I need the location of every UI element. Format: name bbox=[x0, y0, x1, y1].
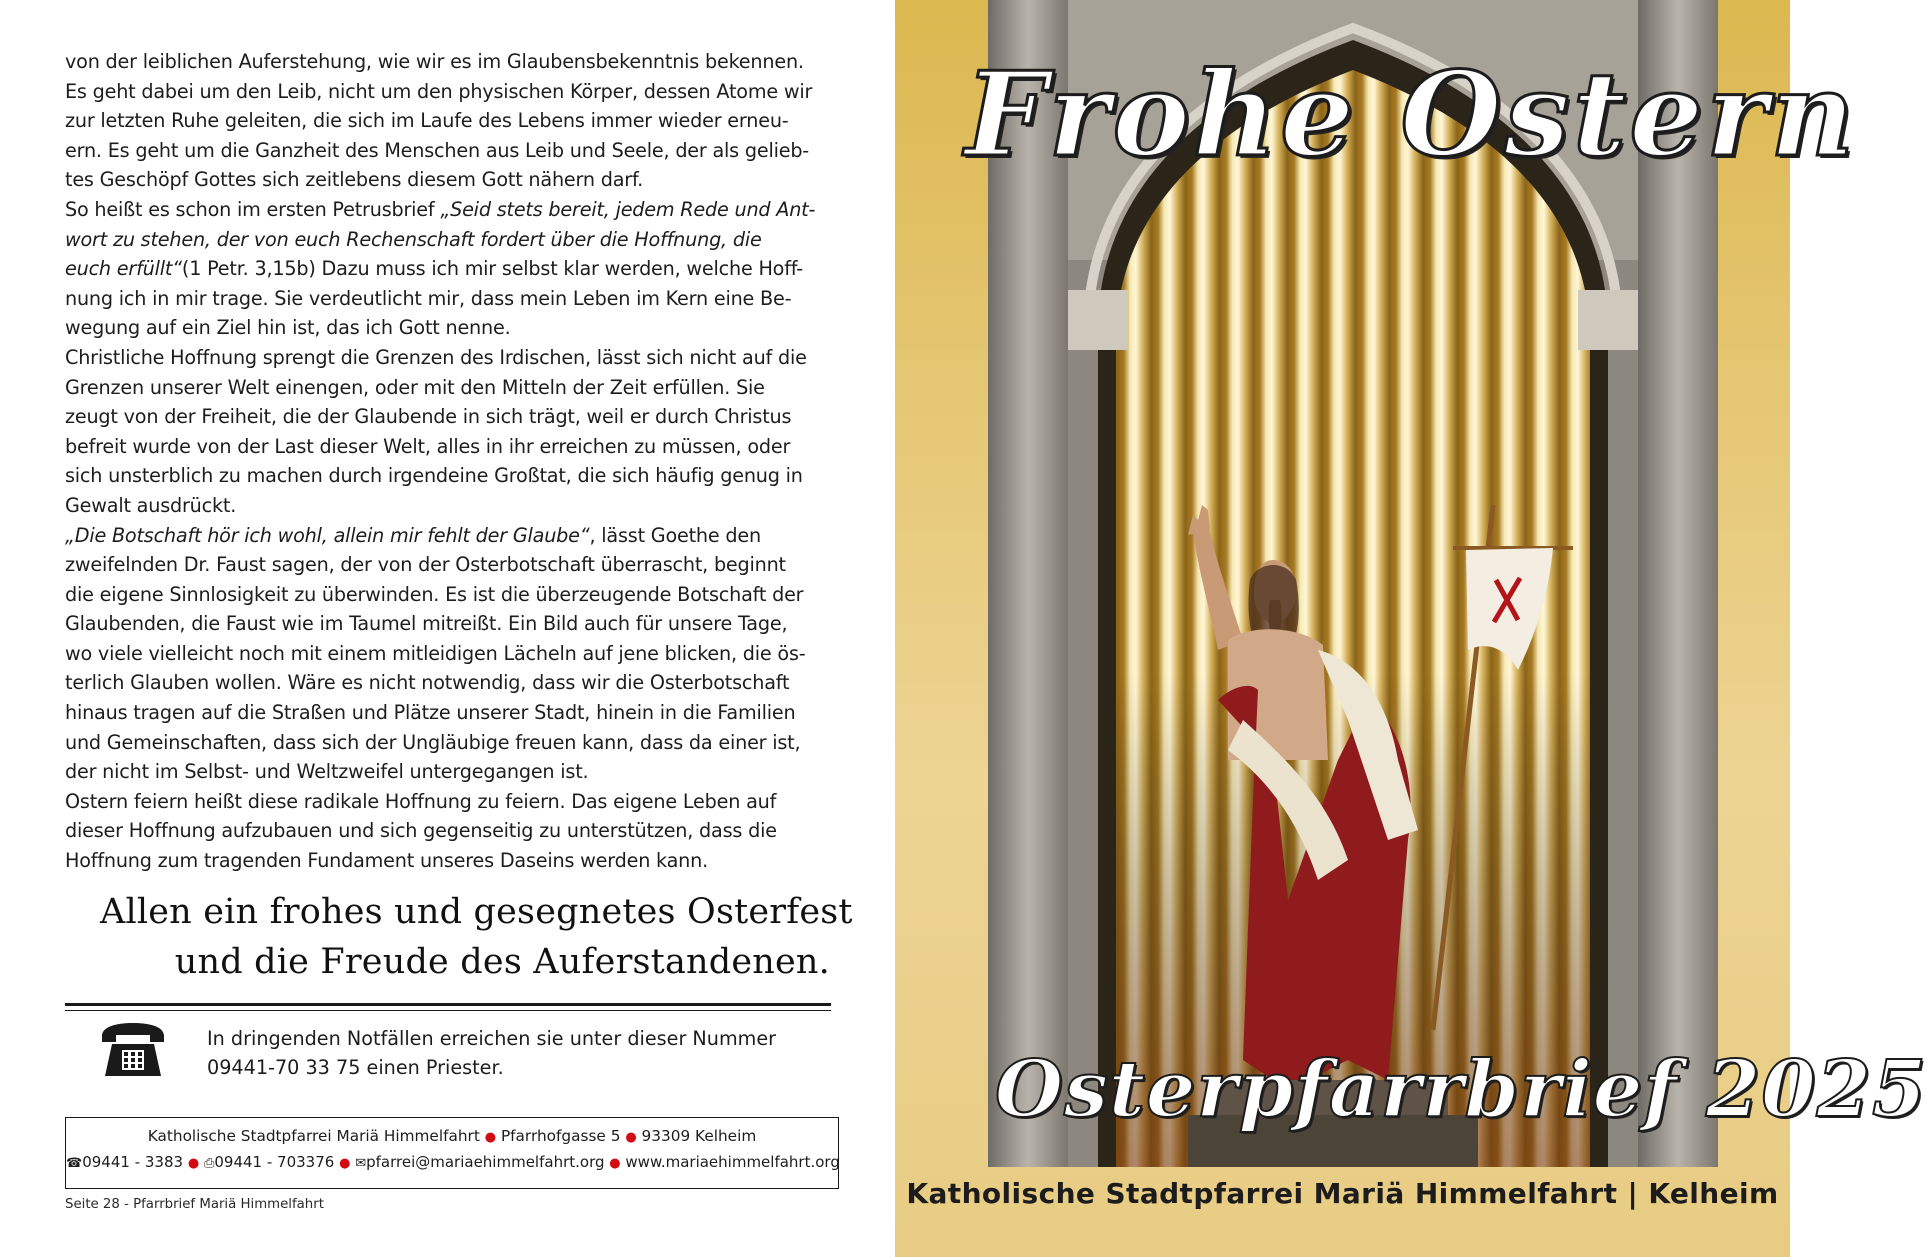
text-run: So heißt es schon im ersten Petrusbrief bbox=[65, 197, 441, 221]
text-run: von der leiblichen Auferstehung, wie wir es im Glaubensbekenntnis bekennen. bbox=[65, 50, 804, 73]
contact-address-row bbox=[66, 1127, 838, 1145]
emergency-number-line bbox=[207, 1053, 827, 1082]
website[interactable]: www.mariaehimmelfahrt.org bbox=[625, 1153, 840, 1171]
page-footer: Seite 28 - Pfarrbrief Mariä Himmelfahrt bbox=[65, 1197, 324, 1212]
left-page bbox=[0, 0, 895, 1257]
cover-subtitle: Osterpfarrbrief 2025 bbox=[995, 1044, 1927, 1135]
text-line bbox=[65, 491, 835, 521]
quote-text: wort zu stehen, der von euch Rechenschaft fordert über die Hoffnung, die bbox=[65, 227, 762, 251]
street: Pfarrhofgasse 5 bbox=[500, 1127, 621, 1145]
text-run: zeugt von der Freiheit, die der Glaubende in sich trägt, weil er durch Christus bbox=[65, 405, 792, 429]
mail-icon: ✉ bbox=[355, 1156, 367, 1171]
text-run: (1 Petr. 3,15b) Dazu muss ich mir selbst klar werden, welche Hoff- bbox=[181, 257, 804, 281]
text-line bbox=[65, 787, 835, 817]
text-line bbox=[65, 521, 835, 551]
text-run: zweifelnden Dr. Faust sagen, der von der Osterbotschaft überrascht, beginnt bbox=[65, 553, 786, 577]
contact-box bbox=[65, 1117, 839, 1189]
text-run: der nicht im Selbst- und Weltzweifel untergegangen ist. bbox=[65, 760, 589, 784]
divider-thick bbox=[65, 1003, 831, 1006]
text-line bbox=[65, 432, 835, 462]
telephone-icon bbox=[98, 1020, 168, 1078]
text-run: die eigene Sinnlosigkeit zu überwinden. Es ist die überzeugende Botschaft der bbox=[65, 582, 804, 606]
text-line bbox=[65, 343, 835, 373]
text-run: dieser Hoffnung aufzubauen und sich gegenseitig zu unterstützen, dass die bbox=[65, 819, 777, 843]
text-line bbox=[65, 254, 835, 284]
text-line bbox=[65, 77, 835, 107]
cover-title: Frohe Ostern bbox=[965, 47, 1858, 183]
text-run: Christliche Hoffnung sprengt die Grenzen des Irdischen, lässt sich nicht auf die bbox=[65, 345, 807, 369]
text-line bbox=[65, 225, 835, 255]
emergency-notice bbox=[207, 1024, 827, 1082]
text-line bbox=[65, 757, 835, 787]
text-run: Es geht dabei um den Leib, nicht um den physischen Körper, dessen Atome wir bbox=[65, 79, 813, 103]
fax-icon: ⎙ bbox=[203, 1156, 215, 1171]
text-run: wegung auf ein Ziel hin ist, das ich Gott nenne. bbox=[65, 316, 511, 340]
text-run: befreit wurde von der Last dieser Welt, alles in ihr erreichen zu müssen, oder bbox=[65, 434, 791, 458]
text-line bbox=[65, 136, 835, 166]
emergency-number: 09441-70 33 75 bbox=[207, 1056, 361, 1079]
text-run: Ostern feiern heißt diese radikale Hoffnung zu feiern. Das eigene Leben auf bbox=[65, 789, 777, 813]
email[interactable]: pfarrei@mariaehimmelfahrt.org bbox=[366, 1153, 605, 1171]
text-line bbox=[65, 313, 835, 343]
article-text bbox=[65, 47, 835, 876]
city: 93309 Kelheim bbox=[641, 1127, 757, 1145]
text-run: , lässt Goethe den bbox=[589, 523, 761, 547]
quote-text: „Die Botschaft hör ich wohl, allein mir fehlt der Glaube“ bbox=[65, 523, 590, 547]
greeting-line-1: Allen ein frohes und gesegnetes Osterfest bbox=[100, 892, 853, 932]
text-line bbox=[65, 195, 835, 225]
text-line bbox=[65, 639, 835, 669]
cover-page bbox=[895, 0, 1927, 1257]
text-run: und Gemeinschaften, dass sich der Ungläubige freuen kann, dass da einer ist, bbox=[65, 730, 801, 754]
text-line bbox=[65, 698, 835, 728]
text-run: hinaus tragen auf die Straßen und Plätze unserer Stadt, hinein in die Familien bbox=[65, 701, 796, 725]
text-line bbox=[65, 47, 835, 77]
bullet-icon: ● bbox=[187, 1156, 200, 1171]
text-run: ern. Es geht um die Ganzheit des Menschen aus Leib und Seele, der als gelieb- bbox=[65, 138, 810, 162]
easter-greeting bbox=[100, 887, 853, 987]
emergency-text-rest: einen Priester. bbox=[360, 1056, 504, 1079]
quote-text: „Seid stets bereit, jedem Rede und Ant- bbox=[440, 197, 816, 221]
phone-small-icon: ☎ bbox=[66, 1156, 83, 1171]
divider-thin bbox=[65, 1010, 831, 1011]
text-run: nung ich in mir trage. Sie verdeutlicht mir, dass mein Leben im Kern eine Be- bbox=[65, 286, 792, 310]
text-line bbox=[65, 373, 835, 403]
text-line bbox=[65, 580, 835, 610]
text-line bbox=[65, 284, 835, 314]
greeting-line-2: und die Freude des Auferstandenen. bbox=[174, 942, 830, 982]
phone-number: 09441 - 3383 bbox=[82, 1153, 184, 1171]
text-line bbox=[65, 461, 835, 491]
text-run: wo viele vielleicht noch mit einem mitleidigen Lächeln auf jene blicken, die ös- bbox=[65, 641, 806, 665]
text-line bbox=[65, 550, 835, 580]
text-line bbox=[65, 668, 835, 698]
bullet-icon: ● bbox=[339, 1156, 351, 1171]
text-line bbox=[65, 846, 835, 876]
text-run: terlich Glauben wollen. Wäre es nicht notwendig, dass wir die Osterbotschaft bbox=[65, 671, 790, 695]
text-run: Glaubenden, die Faust wie im Taumel mitreißt. Ein Bild auch für unsere Tage, bbox=[65, 612, 788, 636]
text-run: zur letzten Ruhe geleiten, die sich im Laufe des Lebens immer wieder erneu- bbox=[65, 109, 789, 133]
text-line bbox=[65, 165, 835, 195]
quote-text: euch erfüllt“ bbox=[65, 257, 182, 281]
cover-parish-name: Katholische Stadtpfarrei Mariä Himmelfahrt | Kelheim bbox=[906, 1177, 1779, 1210]
text-line bbox=[65, 402, 835, 432]
text-run: tes Geschöpf Gottes sich zeitlebens diesem Gott nähern darf. bbox=[65, 168, 644, 192]
emergency-text: In dringenden Notfällen erreichen sie unter dieser Nummer bbox=[207, 1027, 777, 1050]
bullet-icon: ● bbox=[609, 1156, 621, 1171]
text-line bbox=[65, 728, 835, 758]
bullet-icon: ● bbox=[625, 1130, 637, 1145]
text-line bbox=[65, 816, 835, 846]
contact-details-row bbox=[66, 1153, 838, 1171]
text-line bbox=[65, 106, 835, 136]
parish-name: Katholische Stadtpfarrei Mariä Himmelfahrt bbox=[147, 1127, 480, 1145]
text-line bbox=[65, 609, 835, 639]
text-run: Hoffnung zum tragenden Fundament unseres Daseins werden kann. bbox=[65, 849, 709, 873]
fax-number: 09441 - 703376 bbox=[214, 1153, 335, 1171]
text-run: Grenzen unserer Welt einengen, oder mit den Mitteln der Zeit erfüllen. Sie bbox=[65, 375, 765, 399]
text-run: sich unsterblich zu machen durch irgendeine Großtat, die sich häufig genug in bbox=[65, 464, 803, 488]
text-run: Gewalt ausdrückt. bbox=[65, 493, 237, 517]
bullet-icon: ● bbox=[484, 1130, 497, 1145]
